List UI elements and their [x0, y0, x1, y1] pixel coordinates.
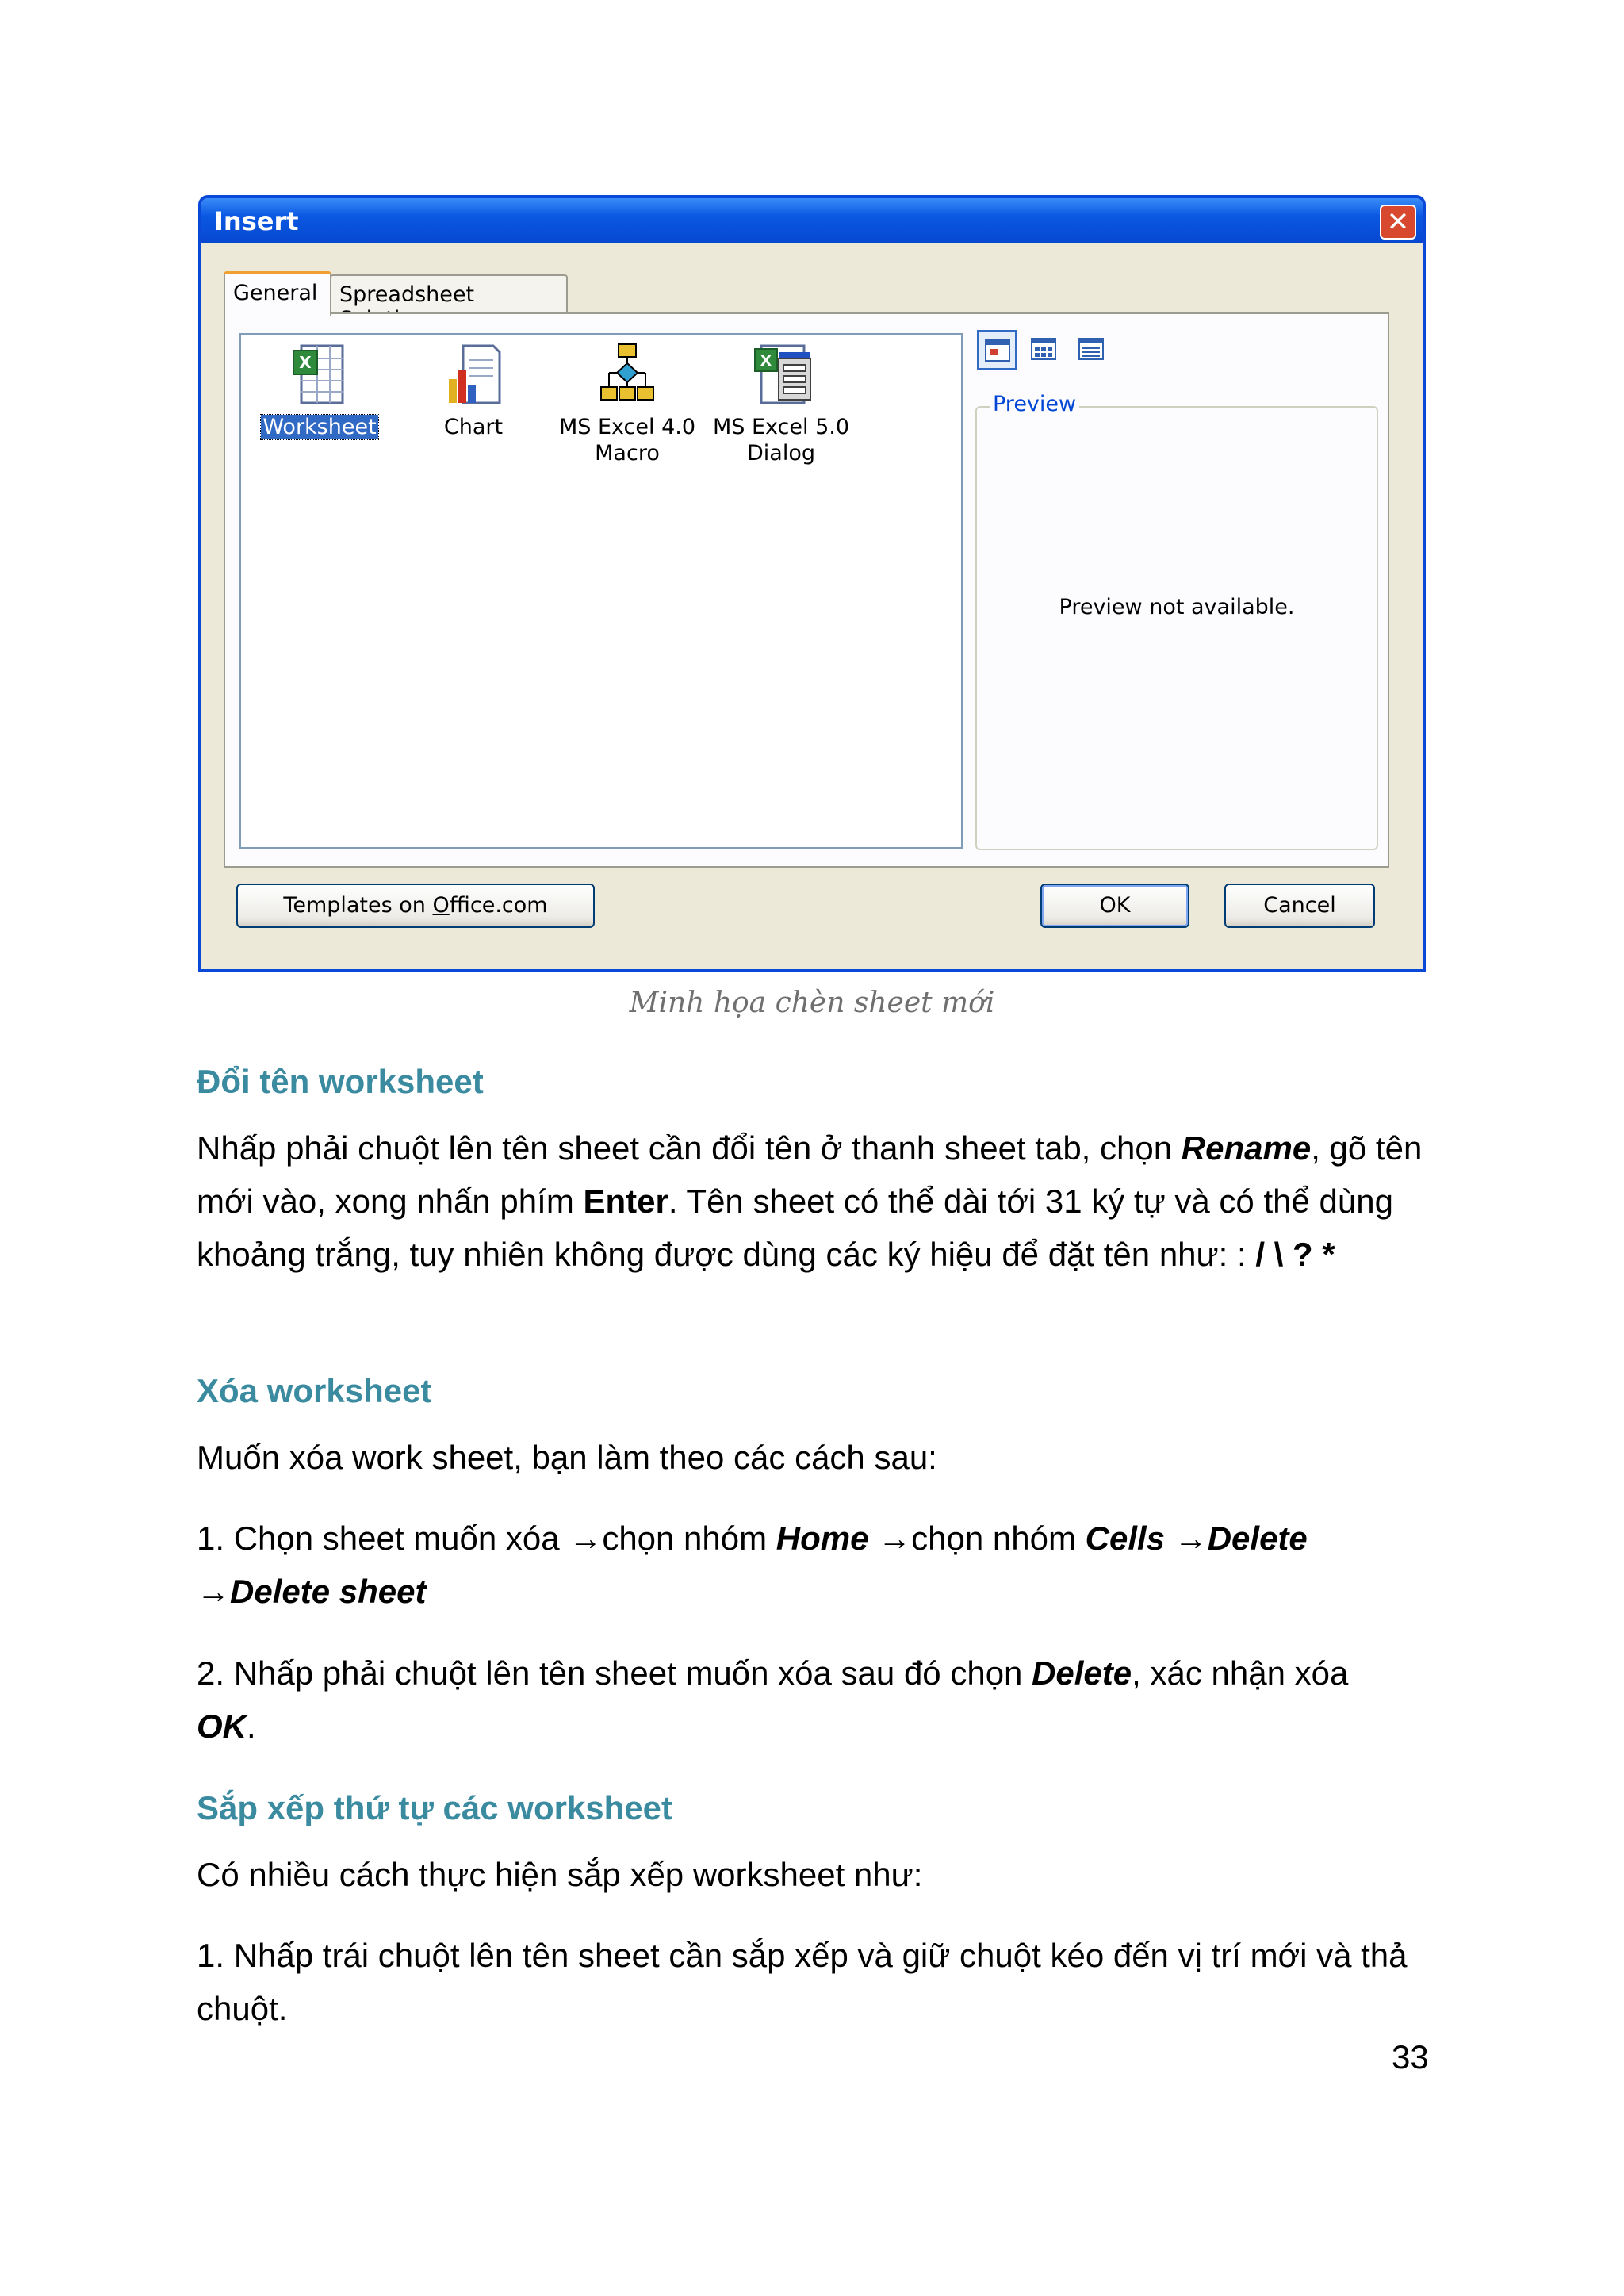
paragraph-delete-intro: Muốn xóa work sheet, bạn làm theo các cách sau: [197, 1439, 937, 1476]
item-label: Worksheet [262, 415, 377, 439]
figure-caption: Minh họa chèn sheet mới [629, 987, 995, 1019]
item-label: Chart [443, 415, 504, 439]
svg-text:X: X [299, 353, 312, 372]
cancel-button[interactable]: Cancel [1224, 884, 1375, 928]
arrow-icon: → [197, 1573, 230, 1610]
list-item-macro[interactable] [552, 341, 703, 466]
paragraph-sort-intro: Có nhiều cách thực hiện sắp xếp worksheet như: [197, 1856, 923, 1893]
heading-delete: Xóa worksheet [197, 1372, 432, 1409]
preview-legend: Preview [990, 392, 1079, 416]
arrow-icon: → [569, 1520, 603, 1557]
arrow-icon: → [878, 1520, 912, 1557]
item-label: MS Excel 4.0 Macro [558, 415, 696, 466]
insert-dialog [198, 195, 1426, 972]
chart-icon [439, 341, 508, 409]
tab-general[interactable]: General [224, 271, 331, 316]
paragraph-delete-step1: 1. Chọn sheet muốn xóa →chọn nhóm Home →chọn nhóm Cells →Delete →Delete sheet [197, 1520, 1308, 1610]
tab-spreadsheet-solutions[interactable]: Spreadsheet [330, 274, 568, 314]
details-view-icon[interactable] [1072, 330, 1112, 370]
ok-button[interactable]: OK [1040, 884, 1189, 928]
item-label: MS Excel 5.0 Dialog [712, 415, 850, 466]
heading-rename: Đổi tên worksheet [197, 1063, 484, 1100]
paragraph-delete-step2: 2. Nhấp phải chuột lên tên sheet muốn xóa sau đó chọn Delete, xác nhận xóa OK. [197, 1654, 1349, 1745]
list-item-worksheet[interactable] [244, 341, 395, 440]
close-icon[interactable]: ✕ [1380, 205, 1416, 240]
page-number: 33 [1392, 2038, 1429, 2076]
macro-icon [593, 341, 661, 409]
paragraph-rename: Nhấp phải chuột lên tên sheet cần đổi tên ở thanh sheet tab, chọn Rename, gõ tên mới vào, xong nhấn phím Enter. Tên sheet có thể dài tới 31 ký tự và có thể dùng khoảng trắng, tuy nhiên không được dùng các ký hiệu để đặt tên như: : / \ ? * [197, 1129, 1423, 1273]
list-view-icon[interactable] [1025, 330, 1064, 370]
preview-group [975, 392, 1378, 850]
list-item-dialog-sheet[interactable] [706, 341, 856, 466]
svg-text:X: X [760, 352, 772, 370]
tab-panel-general [224, 312, 1389, 868]
large-icons-view-icon[interactable] [977, 330, 1017, 370]
list-item-chart[interactable] [398, 341, 549, 440]
title-bar[interactable] [201, 198, 1423, 243]
dialog-sheet-icon [747, 341, 815, 409]
paragraph-sort-step1: 1. Nhấp trái chuột lên tên sheet cần sắp xếp và giữ chuột kéo đến vị trí mới và thả chuột. [197, 1937, 1408, 2027]
templates-online-button[interactable]: Templates on Office.com [236, 884, 595, 928]
arrow-icon: → [1174, 1520, 1208, 1557]
worksheet-icon [285, 341, 354, 409]
heading-sort: Sắp xếp thứ tự các worksheet [197, 1789, 673, 1826]
dialog-title: Insert [214, 206, 299, 236]
preview-message: Preview not available. [1059, 595, 1295, 619]
template-list[interactable] [239, 333, 963, 849]
